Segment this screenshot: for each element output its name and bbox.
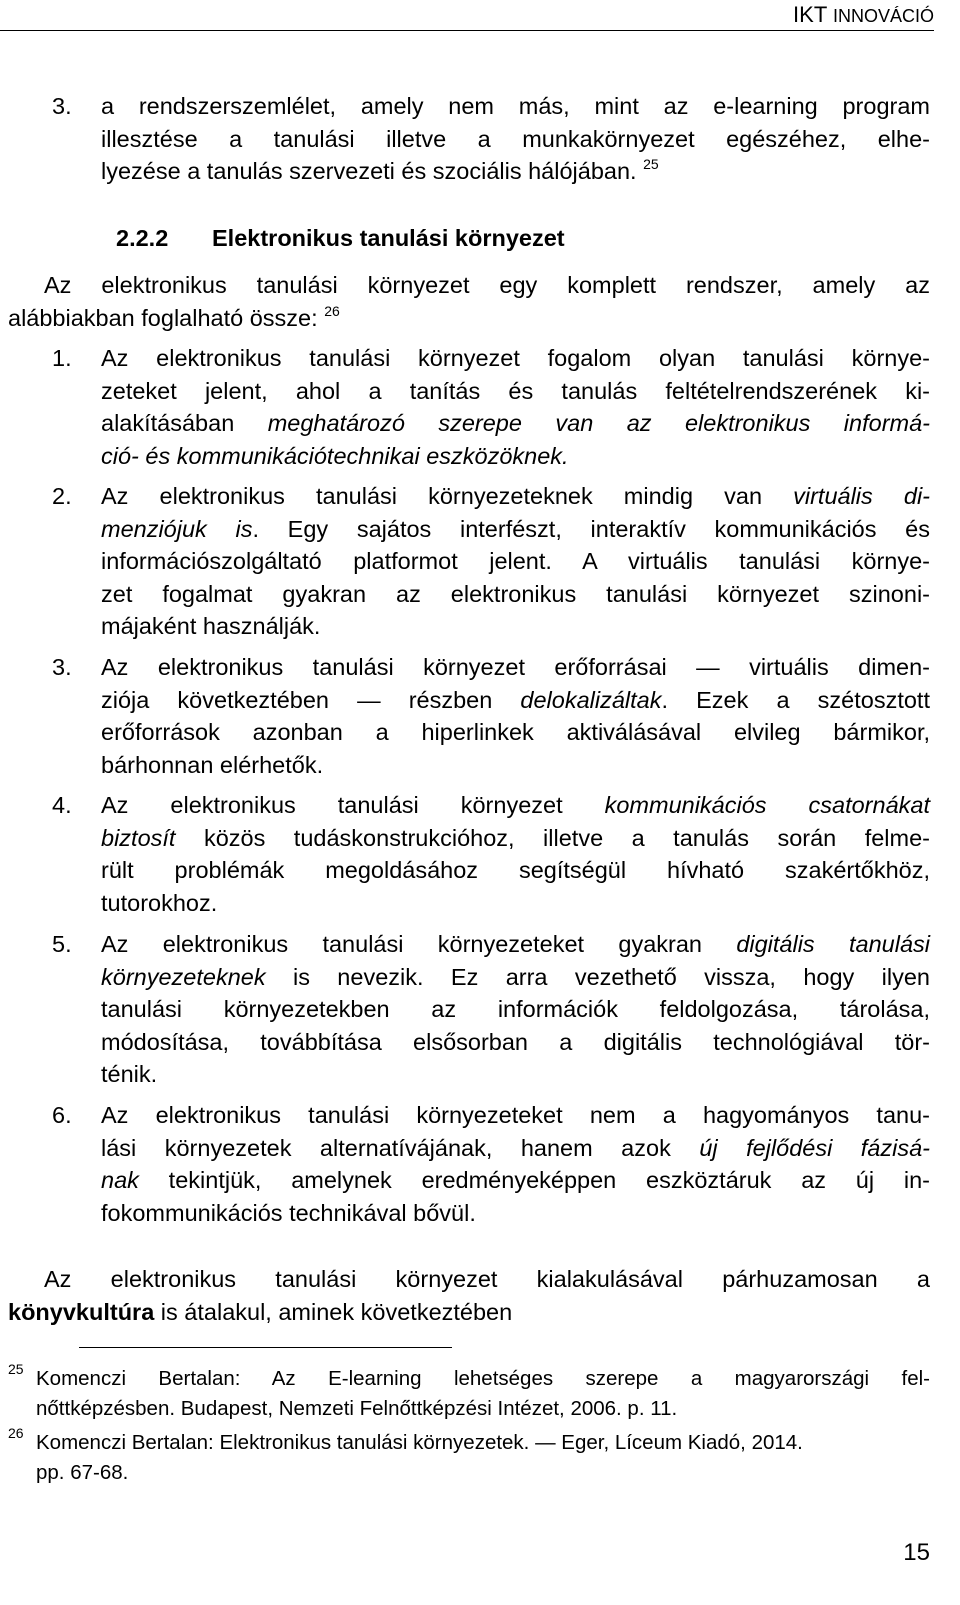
italic-span: környezeteknek <box>101 963 266 990</box>
footnote-26 <box>8 1425 930 1488</box>
text-line: információszolgáltató platformot jelent. A virtuális tanulási környe- <box>101 548 930 574</box>
italic-span: új fejlődési fázisá- <box>699 1134 930 1161</box>
text-line <box>8 1296 930 1329</box>
text-line: tanulási környezetekben az információk feldolgozása, tárolása, <box>101 996 930 1022</box>
text-line: fokommunikációs technikával bővül. <box>101 1199 476 1226</box>
heading-title: Elektronikus tanulási környezet <box>212 225 565 251</box>
text-line <box>101 822 930 855</box>
italic-span: ció- és kommunikációtechnikai eszközöknek. <box>101 442 569 469</box>
text-span: is nevezik. Ez arra vezethető vissza, hogy ilyen <box>265 963 930 990</box>
text-line: pp. 67-68. <box>36 1461 129 1484</box>
list-number: 3. <box>52 93 72 119</box>
italic-span: menziójuk is <box>101 515 253 542</box>
text-span: lási környezetek alternatívájának, hanem azok <box>101 1134 700 1161</box>
header-prefix: IKT <box>793 2 833 27</box>
text-span: . Ezek a szétosztott <box>661 686 930 713</box>
text-line <box>8 302 930 335</box>
text-line: májaként használják. <box>101 613 321 639</box>
text-line <box>101 1164 930 1197</box>
list-number: 4. <box>52 792 72 818</box>
list-number: 1. <box>52 345 72 371</box>
text-line <box>101 928 930 961</box>
text-span: is átalakul, aminek következtében <box>154 1298 513 1325</box>
text-line: ténik. <box>101 1061 158 1087</box>
header-rule <box>0 30 934 31</box>
text-line: a rendszerszemlélet, amely nem más, mint az e-learning program <box>101 93 930 119</box>
text-line <box>101 480 930 513</box>
list-item-3 <box>52 651 930 781</box>
text-line: Az elektronikus tanulási környezet fogalom olyan tanulási környe- <box>101 345 930 371</box>
header-smallcaps: INNOVÁCIÓ <box>832 6 934 26</box>
list-item-2 <box>52 480 930 643</box>
italic-span: digitális tanulási <box>736 931 930 957</box>
text-span: Az elektronikus tanulási környezeteket gyakran <box>101 931 737 957</box>
text-line: bárhonnan elérhetők. <box>101 751 324 778</box>
text-line: zet fogalmat gyakran az elektronikus tanulási környezet szinoni- <box>101 580 930 607</box>
text-line: Az elektronikus tanulási környezeteket nem a hagyományos tanu- <box>101 1102 930 1128</box>
text-span: közös tudáskonstrukcióhoz, illetve a tanulás során felme- <box>175 824 930 851</box>
text-line <box>101 407 930 440</box>
footnote-25 <box>8 1361 930 1424</box>
list-number: 6. <box>52 1102 72 1128</box>
footnote-number: 25 <box>8 1361 24 1377</box>
text-line: Komenczi Bertalan: Elektronikus tanulási környezetek. — Eger, Líceum Kiadó, 2014. <box>36 1431 803 1454</box>
text-line: erőforrások azonban a hiperlinkek aktiválásával elvileg bármikor, <box>101 719 930 745</box>
list-item-4 <box>52 789 930 919</box>
footnote-number: 26 <box>8 1425 24 1441</box>
running-header <box>793 0 934 31</box>
text-line: Komenczi Bertalan: Az E-learning lehetséges szerepe a magyarországi fel- <box>36 1367 930 1390</box>
section-heading <box>116 222 565 254</box>
text-line <box>101 684 930 717</box>
list-number: 5. <box>52 931 72 957</box>
footnote-separator <box>79 1347 452 1348</box>
footnote-ref-25[interactable]: 25 <box>643 156 659 172</box>
italic-span: kommunikációs csatornákat <box>604 792 930 818</box>
text-line: tutorokhoz. <box>101 889 218 916</box>
text-span: . Egy sajátos interfészt, interaktív kommunikációs és <box>252 515 930 542</box>
text-span: alakításában <box>101 410 268 436</box>
closing-paragraph <box>8 1263 930 1328</box>
footnote-ref-26[interactable]: 26 <box>324 302 340 319</box>
italic-span: meghatározó szerepe van az elektronikus informá- <box>267 410 930 436</box>
text-line <box>101 513 930 546</box>
text-span: alábbiakban foglalható össze: <box>8 304 318 331</box>
italic-span: nak <box>101 1167 139 1193</box>
text-line <box>101 789 930 822</box>
intro-paragraph <box>8 269 930 334</box>
text-line <box>101 155 930 188</box>
page-number: 15 <box>903 1539 930 1566</box>
text-span: Az elektronikus tanulási környezet <box>101 792 605 818</box>
text-span: tekintjük, amelynek eredményeképpen eszköztáruk az új in- <box>138 1167 930 1193</box>
text-span: lyezése a tanulás szervezeti és szociális hálójában. <box>101 158 637 184</box>
heading-number: 2.2.2 <box>116 225 169 251</box>
list-item-1 <box>52 342 930 472</box>
italic-span: delokalizáltak <box>520 686 662 713</box>
text-line <box>101 440 930 473</box>
text-line: Az elektronikus tanulási környezet erőforrásai — virtuális dimen- <box>101 654 930 680</box>
italic-span: virtuális di- <box>793 483 930 509</box>
text-line: zeteket jelent, ahol a tanítás és tanulás feltételrendszerének ki- <box>101 377 930 404</box>
text-line: Az elektronikus tanulási környezet kialakulásával párhuzamosan a <box>44 1266 930 1292</box>
list-number: 2. <box>52 483 72 509</box>
list-number: 3. <box>52 654 72 680</box>
text-line <box>101 1132 930 1165</box>
bold-term: könyvkultúra <box>8 1298 155 1325</box>
text-span: Az elektronikus tanulási környezeteknek mindig van <box>101 483 794 509</box>
text-span: ziója következtében — részben <box>101 686 521 713</box>
list-item-prev-3 <box>52 90 930 188</box>
text-line: nőttképzésben. Budapest, Nemzeti Felnőttképzési Intézet, 2006. p. 11. <box>36 1397 678 1420</box>
text-line: illesztése a tanulási illetve a munkakörnyezet egészéhez, elhe- <box>101 125 930 152</box>
text-line: Az elektronikus tanulási környezet egy komplett rendszer, amely az <box>44 272 930 298</box>
text-line: módosítása, továbbítása elsősorban a digitális technológiával tör- <box>101 1028 930 1055</box>
list-item-6 <box>52 1099 930 1229</box>
list-item-5 <box>52 928 930 1091</box>
italic-span: biztosít <box>101 824 176 851</box>
text-line <box>101 961 930 994</box>
text-line: rült problémák megoldásához segítségül hívható szakértőkhöz, <box>101 857 930 883</box>
